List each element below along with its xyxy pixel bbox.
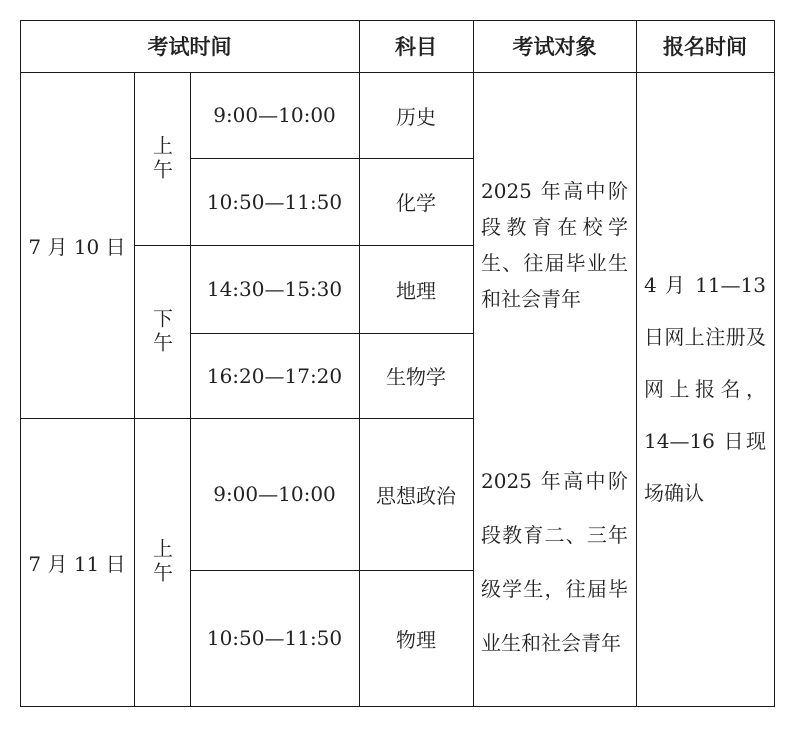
- date-cell: 7 月 11 日: [28, 551, 126, 576]
- subject-cell: 地理: [396, 278, 436, 303]
- time-slot: 16:20—17:20: [206, 363, 343, 388]
- time-slot: 9:00—10:00: [213, 103, 336, 127]
- header-registration: 报名时间: [663, 35, 747, 59]
- registration-cell: 4 月 11—13 日网上注册及网上报名，14—16 日现场确认: [644, 273, 766, 505]
- period-label: 上午: [149, 538, 174, 586]
- subject-cell: 生物学: [386, 365, 446, 389]
- header-target: 考试对象: [512, 35, 597, 59]
- table-border-right: [774, 20, 775, 707]
- subject-cell: 历史: [396, 104, 436, 129]
- period-label: 下午: [149, 307, 174, 356]
- time-slot: 10:50—11:50: [206, 626, 343, 650]
- time-slot: 9:00—10:00: [213, 482, 336, 506]
- target-cell: 2025 年高中阶段教育在校学生、往届毕业生和社会青年: [481, 179, 628, 311]
- target-cell: 2025 年高中阶段教育二、三年级学生，往届毕业生和社会青年: [481, 469, 628, 655]
- time-slot: 14:30—15:30: [206, 277, 343, 301]
- period-label: 上午: [149, 134, 174, 183]
- subject-cell: 物理: [396, 627, 436, 652]
- time-slot: 10:50—11:50: [206, 189, 343, 214]
- header-subject: 科目: [395, 35, 437, 59]
- date-cell: 7 月 10 日: [28, 234, 126, 259]
- subject-cell: 思想政治: [376, 483, 456, 508]
- header-exam-time: 考试时间: [147, 35, 232, 59]
- subject-cell: 化学: [396, 191, 436, 215]
